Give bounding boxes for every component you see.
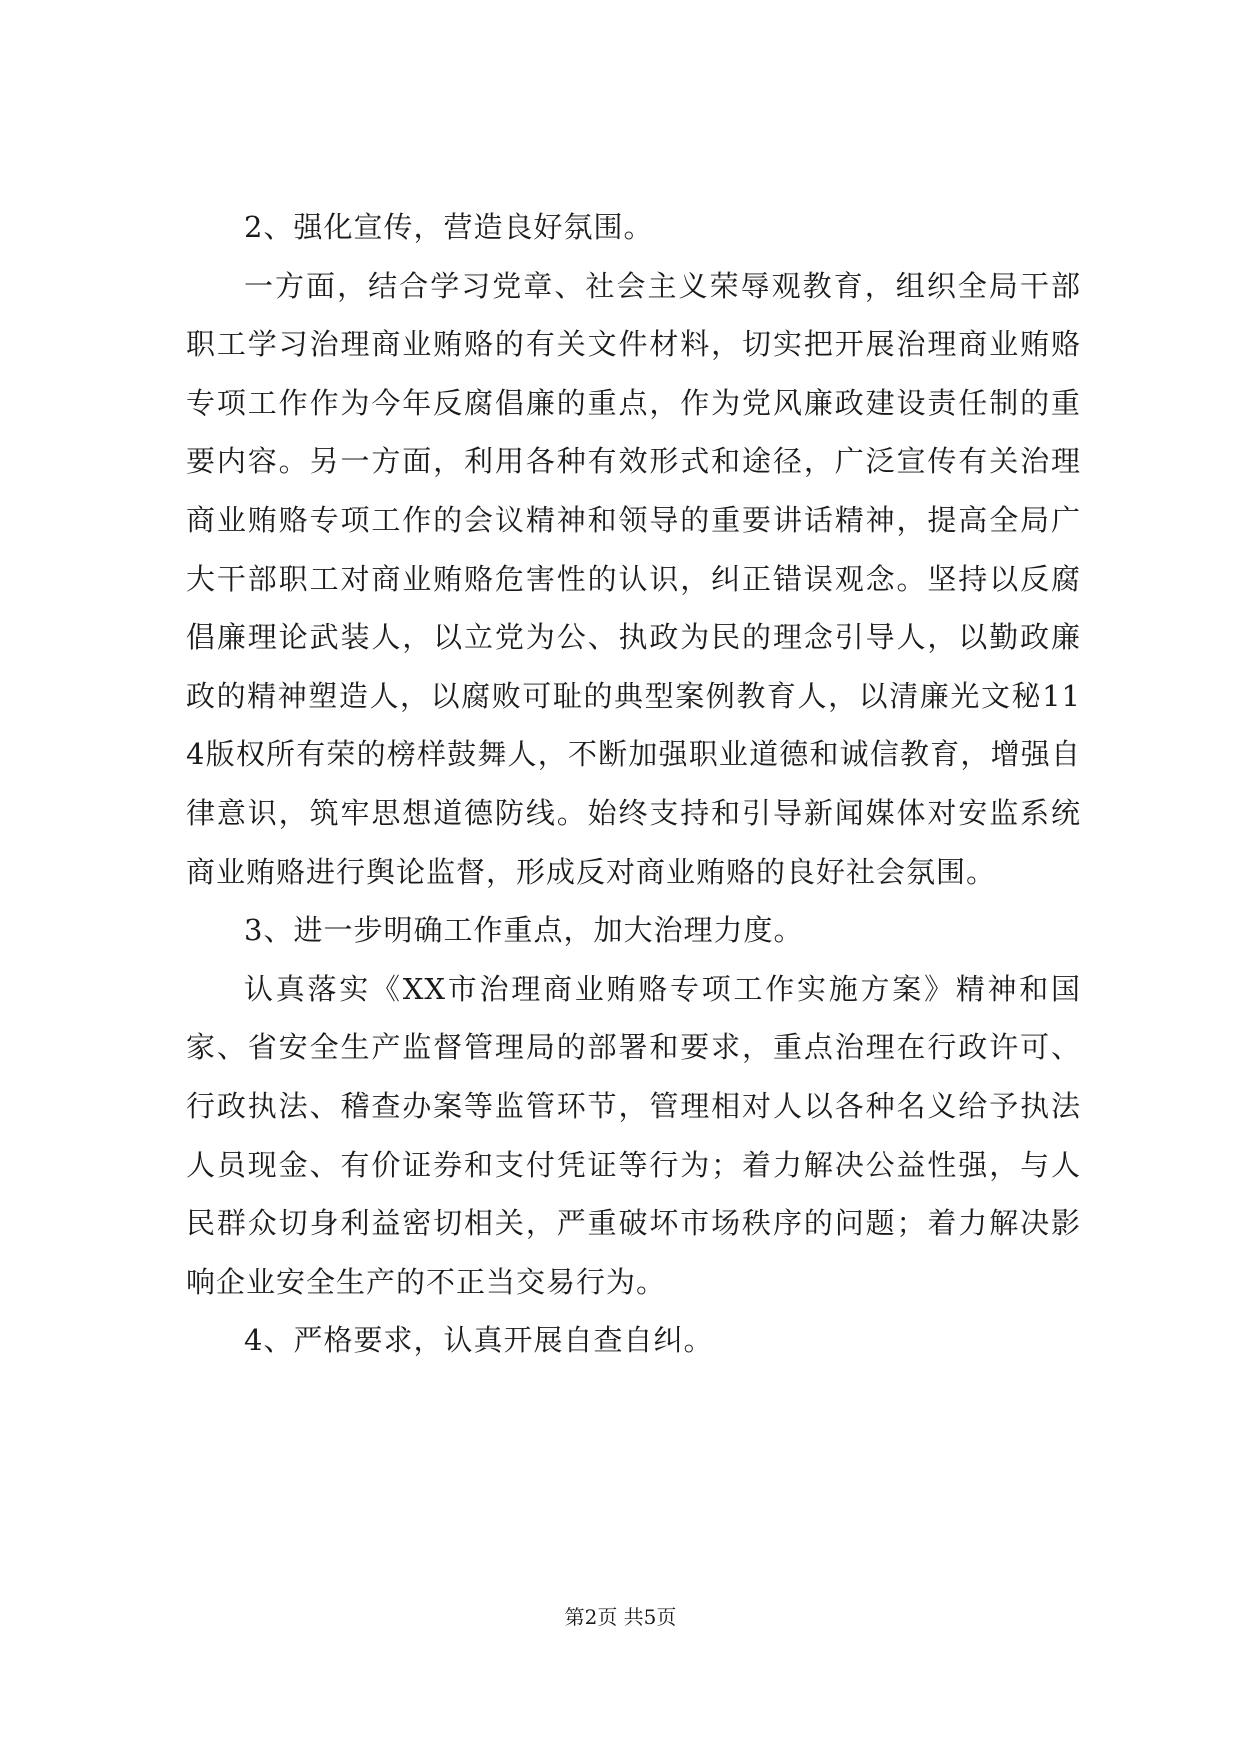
page-number-label: 第2页 共5页 [564,1605,677,1629]
document-body [186,198,1081,1370]
section-heading-3: 3、进一步明确工作重点，加大治理力度。 [244,913,804,948]
page-footer [0,1602,1241,1632]
section-heading-2: 2、强化宣传，营造良好氛围。 [244,210,654,244]
paragraph-publicity: 一方面，结合学习党章、社会主义荣辱观教育，组织全局干部职工学习治理商业贿赂的有关文件材料，切实把开展治理商业贿赂专项工作作为今年反腐倡廉的重点，作为党风廉政建设责任制的重要内容。另一方面，利用各种有效形式和途径，广泛宣传有关治理商业贿赂专项工作的会议精神和领导的重要讲话精神，提高全局广大干部职工对商业贿赂危害性的认识，纠正错误观念。坚持以反腐倡廉理论武装人，以立党为公、执政为民的理念引导人，以勤政廉政的精神塑造人，以腐败可耻的典型案例教育人，以清廉光文秘114版权所有荣的榜样鼓舞人，不断加强职业道德和诚信教育，增强自律意识，筑牢思想道德防线。始终支持和引导新闻媒体对安监系统商业贿赂进行舆论监督，形成反对商业贿赂的良好社会氛围。 [186,268,1081,889]
paragraph-focus: 认真落实《XX市治理商业贿赂专项工作实施方案》精神和国家、省安全生产监督管理局的部署和要求，重点治理在行政许可、行政执法、稽查办案等监管环节，管理相对人以各种名义给予执法人员现金、有价证券和支付凭证等行为；着力解决公益性强，与人民群众切身利益密切相关，严重破坏市场秩序的问题；着力解决影响企业安全生产的不正当交易行为。 [186,971,1081,1299]
section-heading-4: 4、严格要求，认真开展自查自纠。 [244,1323,714,1358]
